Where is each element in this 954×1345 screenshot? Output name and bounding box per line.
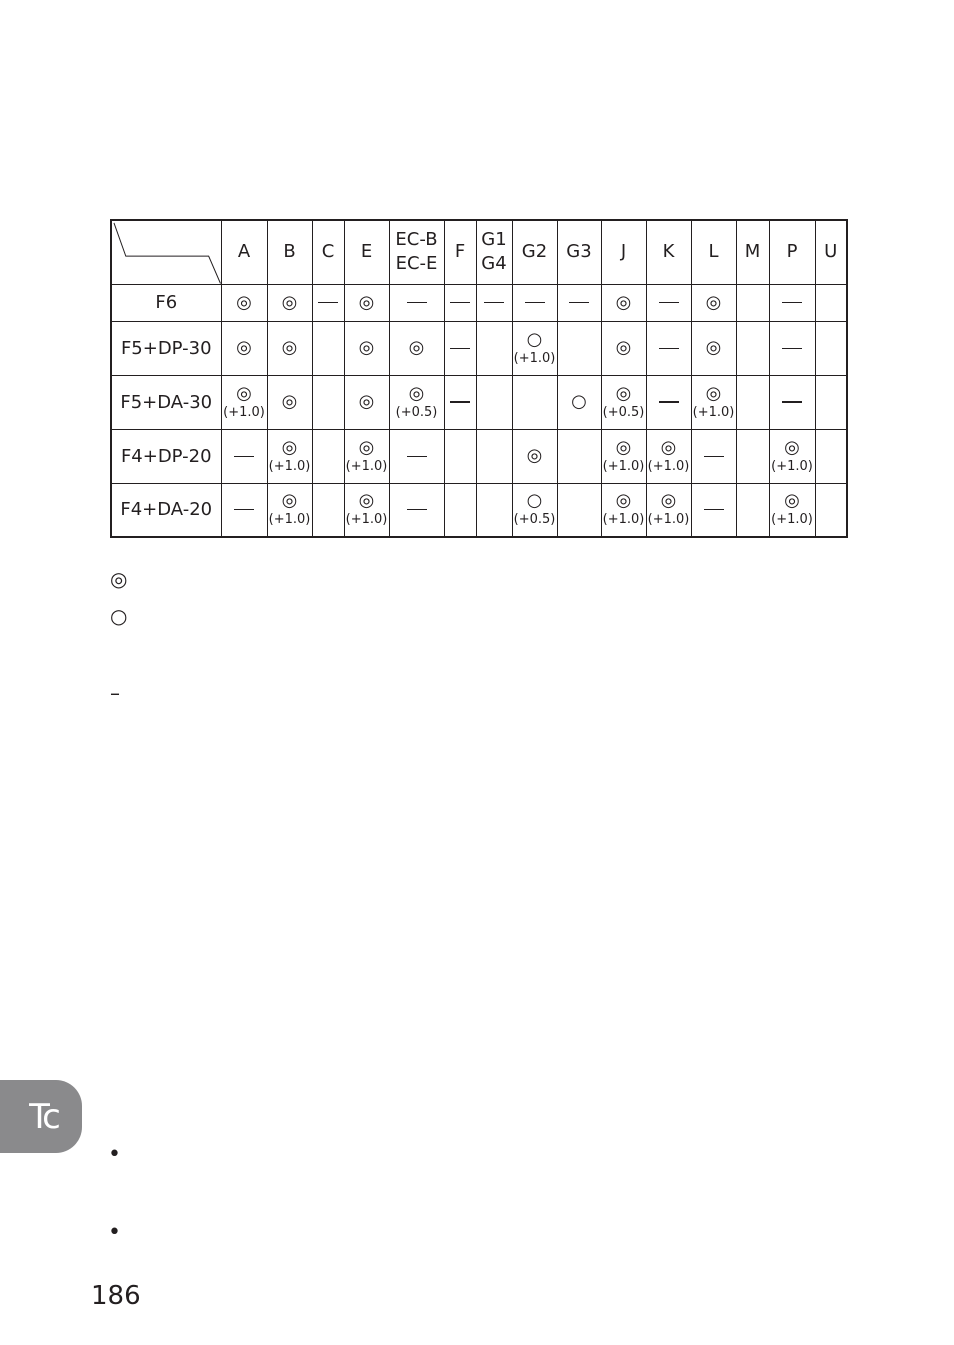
table-cell [557, 321, 601, 375]
table-cell [221, 429, 267, 483]
dash-mark [659, 348, 679, 349]
table-cell [691, 375, 736, 429]
row-label: F4+DA-20 [111, 483, 221, 537]
table-cell [221, 284, 267, 321]
table-cell [769, 284, 815, 321]
double-circle-mark: ◎ [408, 382, 425, 404]
corner-diagonal [112, 221, 221, 284]
double-circle-mark: ◎ [408, 337, 425, 358]
dash-mark [704, 456, 724, 457]
table-cell [512, 284, 557, 321]
table-cell [444, 284, 476, 321]
dash-mark [450, 348, 470, 349]
exposure-adjustment: (+1.0) [692, 404, 735, 420]
table-cell [267, 375, 312, 429]
table-cell [476, 321, 512, 375]
bullet-1: • [108, 1142, 121, 1167]
table-cell [444, 375, 476, 429]
double-circle-mark: ◎ [705, 337, 722, 358]
dash-mark [407, 509, 427, 510]
dash-mark [407, 302, 427, 303]
column-header: B [267, 220, 312, 284]
double-circle-mark: ◎ [615, 291, 632, 313]
table-row [111, 483, 847, 537]
table-cell [646, 375, 691, 429]
table-cell [557, 429, 601, 483]
dash-mark [234, 509, 254, 510]
table-cell [646, 429, 691, 483]
table-cell [601, 321, 646, 375]
table-cell [557, 375, 601, 429]
column-header: G2 [512, 220, 557, 284]
table-row [111, 284, 847, 321]
table-cell [815, 321, 847, 375]
double-circle-mark: ◎ [660, 490, 677, 512]
table-cell [769, 429, 815, 483]
dash-mark [659, 401, 679, 403]
table-cell [312, 375, 344, 429]
table-cell [646, 284, 691, 321]
double-circle-mark: ◎ [358, 391, 375, 412]
exposure-adjustment: (+1.0) [268, 458, 311, 474]
table-cell [221, 375, 267, 429]
table-corner [111, 220, 221, 284]
double-circle-mark: ◎ [660, 436, 677, 458]
exposure-adjustment: (+1.0) [771, 458, 813, 474]
table-cell [312, 321, 344, 375]
dash-mark [782, 302, 802, 303]
table-cell [691, 321, 736, 375]
exposure-adjustment: (+1.0) [223, 404, 265, 420]
language-tab-label: Tc [29, 1096, 59, 1137]
table-cell [389, 483, 444, 537]
table-cell [312, 284, 344, 321]
table-cell [691, 429, 736, 483]
exposure-adjustment: (+1.0) [647, 458, 690, 474]
table-cell [389, 375, 444, 429]
double-circle-mark: ◎ [236, 382, 252, 404]
dash-mark [704, 509, 724, 510]
dash-mark [450, 401, 470, 403]
table-cell [389, 429, 444, 483]
table-cell [344, 284, 389, 321]
double-circle-mark: ◎ [358, 436, 375, 458]
table-cell [769, 321, 815, 375]
row-label: F4+DP-20 [111, 429, 221, 483]
dash-mark [569, 302, 589, 303]
double-circle-mark: ◎ [281, 490, 298, 512]
exposure-adjustment: (+1.0) [268, 512, 311, 528]
column-header: EC-B EC-E [389, 220, 444, 284]
table-cell [601, 483, 646, 537]
table-cell [476, 483, 512, 537]
exposure-adjustment: (+1.0) [345, 458, 388, 474]
double-circle-mark: ◎ [705, 291, 722, 313]
table-cell [267, 429, 312, 483]
exposure-adjustment: (+0.5) [513, 512, 556, 528]
exposure-adjustment: (+1.0) [513, 350, 556, 366]
double-circle-mark: ◎ [281, 436, 298, 458]
table-cell [646, 483, 691, 537]
table-cell [512, 375, 557, 429]
table-cell [815, 483, 847, 537]
table-cell [815, 429, 847, 483]
table-cell [344, 483, 389, 537]
table-cell [444, 429, 476, 483]
table-cell [736, 375, 769, 429]
table-cell [476, 284, 512, 321]
table-cell [312, 483, 344, 537]
column-header: C [312, 220, 344, 284]
column-header: E [344, 220, 389, 284]
double-circle-mark: ◎ [236, 291, 252, 313]
table-cell [389, 321, 444, 375]
table-cell [601, 429, 646, 483]
bullet-2: • [108, 1220, 121, 1245]
double-circle-mark: ◎ [358, 291, 375, 313]
dash-mark [450, 302, 470, 303]
double-circle-mark: ◎ [358, 490, 375, 512]
row-label: F5+DA-30 [111, 375, 221, 429]
exposure-adjustment: (+0.5) [602, 404, 645, 420]
column-header: A [221, 220, 267, 284]
column-header: M [736, 220, 769, 284]
exposure-adjustment: (+1.0) [602, 458, 645, 474]
table-cell [769, 483, 815, 537]
exposure-adjustment: (+1.0) [647, 512, 690, 528]
double-circle-mark: ◎ [705, 382, 722, 404]
table-cell [736, 284, 769, 321]
double-circle-mark: ◎ [281, 391, 298, 412]
table-cell [389, 284, 444, 321]
column-header: U [815, 220, 847, 284]
table-cell [512, 321, 557, 375]
table-cell [267, 483, 312, 537]
table-cell [312, 429, 344, 483]
table-cell [557, 284, 601, 321]
exposure-adjustment: (+1.0) [771, 512, 813, 528]
dash-mark [659, 302, 679, 303]
table-cell [815, 375, 847, 429]
column-header: F [444, 220, 476, 284]
header-row [111, 220, 847, 284]
table-cell [221, 483, 267, 537]
table-cell [344, 429, 389, 483]
double-circle-mark: ◎ [615, 382, 632, 404]
dash-mark [234, 456, 254, 457]
compatibility-table [110, 219, 848, 538]
page-number: 186 [91, 1281, 141, 1311]
double-circle-mark: ◎ [615, 436, 632, 458]
table-cell [476, 429, 512, 483]
column-header: J [601, 220, 646, 284]
table-cell [512, 429, 557, 483]
circle-mark: ○ [526, 490, 543, 512]
row-label: F5+DP-30 [111, 321, 221, 375]
table-row [111, 375, 847, 429]
table-cell [444, 483, 476, 537]
table-cell [769, 375, 815, 429]
double-circle-mark: ◎ [784, 490, 800, 512]
double-circle-mark: ◎ [281, 337, 298, 358]
table-cell [512, 483, 557, 537]
double-circle-mark: ◎ [236, 337, 252, 358]
table-cell [646, 321, 691, 375]
column-header: P [769, 220, 815, 284]
table-cell [267, 321, 312, 375]
table-cell [736, 483, 769, 537]
dash-mark [318, 302, 338, 303]
table-cell [815, 284, 847, 321]
double-circle-mark: ◎ [281, 291, 298, 313]
circle-mark: ○ [571, 391, 587, 412]
table-cell [601, 375, 646, 429]
exposure-adjustment: (+1.0) [345, 512, 388, 528]
table-cell [691, 284, 736, 321]
column-header: G3 [557, 220, 601, 284]
double-circle-mark: ◎ [526, 445, 543, 466]
table-cell [444, 321, 476, 375]
dash-mark [525, 302, 545, 303]
dash-mark [782, 348, 802, 349]
legend-circle: ○ [110, 604, 128, 628]
double-circle-mark: ◎ [615, 490, 632, 512]
table-row [111, 429, 847, 483]
double-circle-mark: ◎ [358, 337, 375, 358]
column-header: G1 G4 [476, 220, 512, 284]
double-circle-mark: ◎ [784, 436, 800, 458]
circle-mark: ○ [526, 328, 543, 350]
table-cell [344, 321, 389, 375]
column-header: L [691, 220, 736, 284]
table-cell [691, 483, 736, 537]
column-header: K [646, 220, 691, 284]
table-cell [736, 429, 769, 483]
dash-mark [782, 401, 802, 403]
table-cell [267, 284, 312, 321]
table-cell [476, 375, 512, 429]
row-label: F6 [111, 284, 221, 321]
table-cell [221, 321, 267, 375]
table-row [111, 321, 847, 375]
language-tab [0, 1080, 82, 1153]
dash-mark [407, 456, 427, 457]
table-cell [344, 375, 389, 429]
legend-double-circle: ◎ [110, 567, 128, 591]
exposure-adjustment: (+1.0) [602, 512, 645, 528]
legend-dash: – [110, 681, 120, 705]
double-circle-mark: ◎ [615, 337, 632, 358]
table-cell [736, 321, 769, 375]
table-cell [601, 284, 646, 321]
table-cell [557, 483, 601, 537]
exposure-adjustment: (+0.5) [395, 404, 438, 420]
dash-mark [484, 302, 504, 303]
